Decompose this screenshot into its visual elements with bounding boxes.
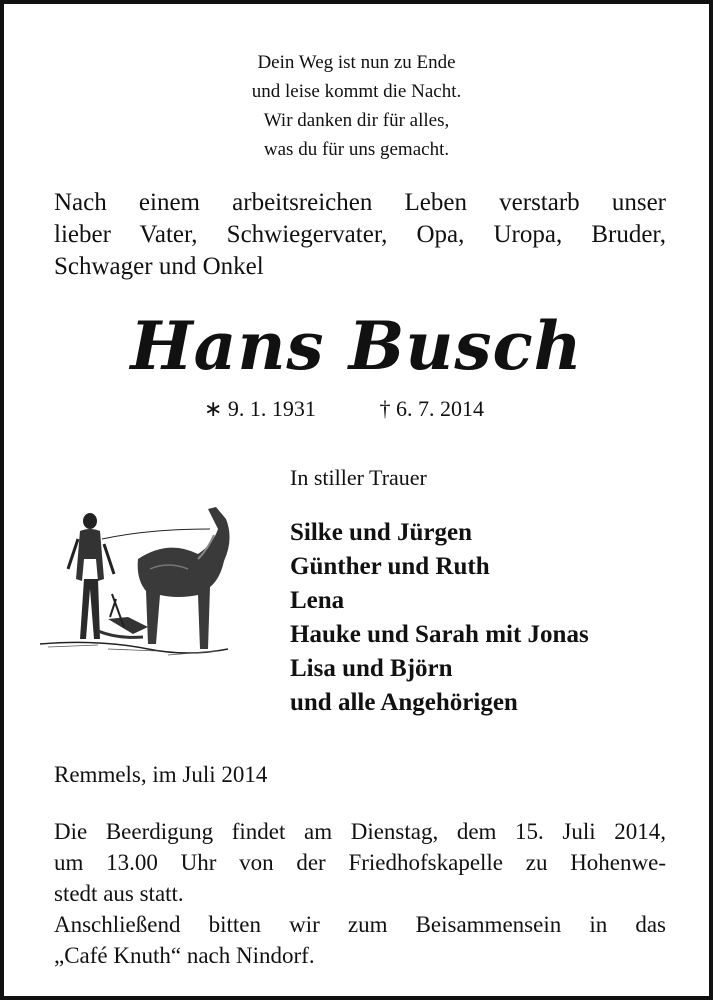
poem-line: und leise kommt die Nacht. — [251, 81, 462, 102]
intro-text — [54, 187, 666, 283]
farmer-with-horse-illustration — [38, 499, 238, 674]
mourner-entry: Hauke und Sarah mit Jonas — [290, 621, 589, 648]
life-dates — [204, 396, 484, 422]
birth-date: ∗ 9. 1. 1931 — [204, 396, 316, 421]
mourner-entry: Lisa und Björn — [290, 655, 453, 682]
deceased-name: Hans Busch — [130, 307, 583, 385]
intro-line: lieber Vater, Schwiegervater, Opa, Uropa, Bruder, — [54, 221, 666, 248]
mourners-list — [290, 516, 589, 720]
funeral-line: stedt aus statt. — [54, 881, 184, 906]
funeral-info — [54, 816, 666, 971]
poem-line: Wir danken dir für alles, — [263, 110, 450, 131]
mourner-entry: Lena — [290, 587, 345, 614]
poem — [4, 48, 709, 164]
mourner-entry: und alle Angehörigen — [290, 689, 518, 716]
death-date: † 6. 7. 2014 — [379, 396, 484, 421]
mourning-label: In stiller Trauer — [290, 465, 427, 490]
funeral-line: Anschließend bitten wir zum Beisammensein in das — [54, 912, 666, 937]
poem-line: Dein Weg ist nun zu Ende — [257, 52, 456, 73]
funeral-line: Die Beerdigung findet am Dienstag, dem 15. Juli 2014, — [54, 819, 666, 844]
mourner-entry: Günther und Ruth — [290, 553, 490, 580]
poem-line: was du für uns gemacht. — [263, 139, 450, 160]
intro-line: Nach einem arbeitsreichen Leben verstarb unser — [54, 189, 666, 216]
intro-line: Schwager und Onkel — [54, 253, 264, 280]
funeral-line: „Café Knuth“ nach Nindorf. — [54, 943, 315, 968]
funeral-line: um 13.00 Uhr von der Friedhofskapelle zu Hohenwe- — [54, 850, 666, 875]
place-and-date: Remmels, im Juli 2014 — [54, 762, 268, 787]
mourner-entry: Silke und Jürgen — [290, 519, 473, 546]
